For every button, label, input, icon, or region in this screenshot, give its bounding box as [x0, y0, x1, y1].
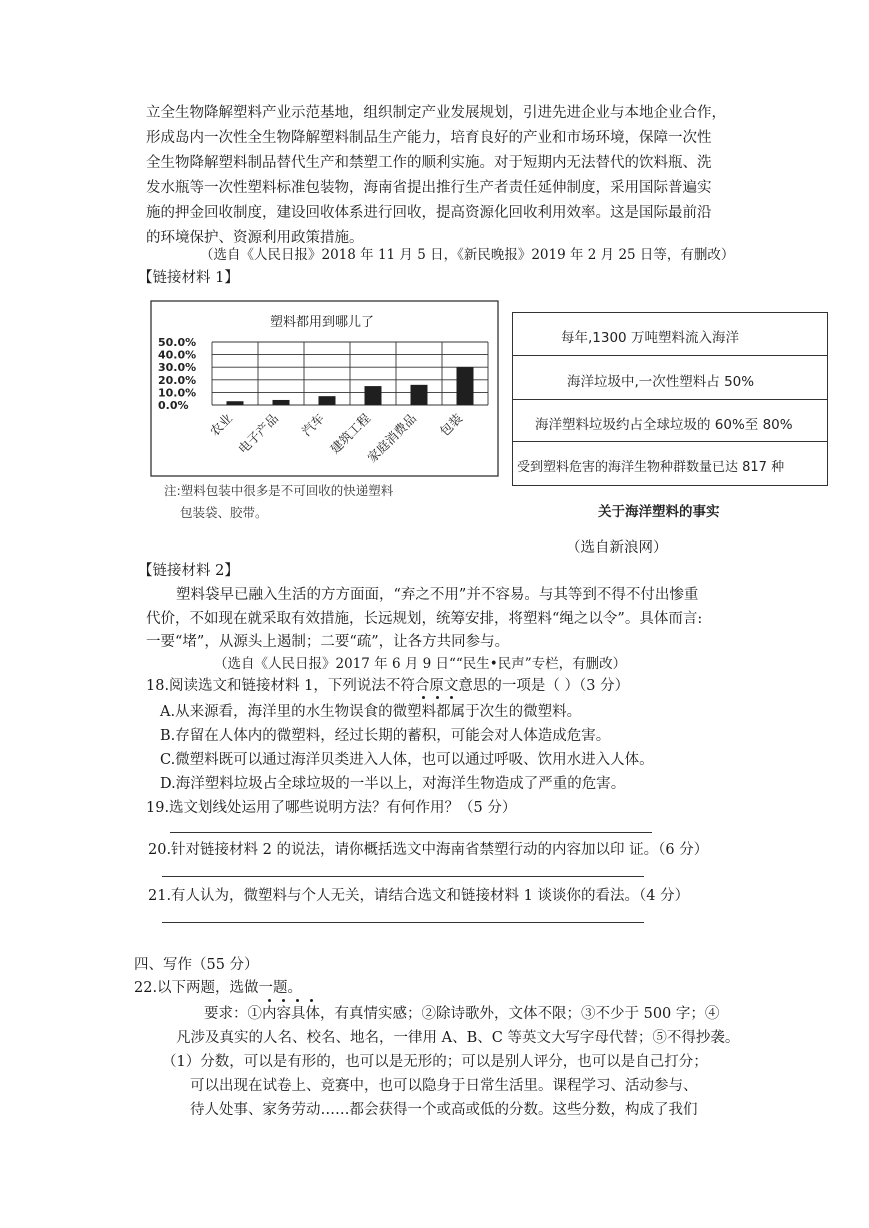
q22-stem: 22.以下两题，选做一题。	[134, 980, 303, 996]
answer-line[interactable]	[162, 922, 644, 923]
chart-note-line1: 注:塑料包装中很多是不可回收的快递塑料	[164, 483, 394, 498]
material2-line: 一要“堵”，从源头上遏制；二要“疏”，让各方共同参与。	[146, 634, 510, 650]
material2-line: 塑料袋早已融入生活的方方面面，“弃之不用”并不容易。与其等到不得不付出惨重	[176, 587, 699, 603]
q21-stem: 21.有人认为，微塑料与个人无关，请结合选文和链接材料 1 谈谈你的看法。（4 分）	[148, 888, 690, 904]
chart-note-line2: 包装袋、胶带。	[180, 505, 268, 520]
bar-农业	[227, 401, 244, 405]
facts-divider	[513, 441, 827, 442]
chart-canvas	[150, 296, 500, 526]
fact-item: 每年,1300 万吨塑料流入海洋	[561, 330, 739, 346]
writing-requirement-line: 凡涉及真实的人名、校名、地名，一律用 A、B、C 等英文大写字母代替；⑤不得抄袭。	[176, 1030, 740, 1046]
material1-source: （选自新浪网）	[566, 540, 668, 556]
bar-汽车	[319, 396, 336, 405]
emphasis-dot	[450, 696, 453, 699]
q18-option-a: A.从来源看，海洋里的水生物误食的微塑料都属于次生的微塑料。	[160, 704, 582, 720]
material2-heading: 【链接材料 2】	[138, 563, 239, 579]
material1-heading: 【链接材料 1】	[138, 270, 239, 286]
answer-line[interactable]	[170, 832, 652, 833]
y-tick-label: 0.0%	[158, 399, 189, 412]
plastic-usage-chart	[150, 296, 500, 526]
fact-item: 海洋垃圾中,一次性塑料占 50%	[567, 374, 755, 390]
facts-divider	[513, 399, 827, 400]
ocean-plastic-facts	[512, 312, 828, 486]
emphasis-dot	[268, 999, 271, 1002]
q18-stem: 18.阅读选文和链接材料 1，下列说法不符合原文意思的一项是（ ）（3 分）	[146, 678, 630, 694]
x-tick-label: 农业	[206, 410, 236, 439]
q18-option-c: C.微塑料既可以通过海洋贝类进入人体，也可以通过呼吸、饮用水进入人体。	[160, 752, 654, 768]
passage-line: 形成岛内一次性全生物降解塑料制品生产能力，培育良好的产业和市场环境，保障一次性	[146, 130, 712, 146]
passage-line: 立全生物降解塑料产业示范基地，组织制定产业发展规划，引进先进企业与本地企业合作，	[146, 105, 726, 121]
x-tick-label: 电子产品	[235, 410, 282, 457]
prompt1-line: （1）分数，可以是有形的，也可以是无形的；可以是别人评分，也可以是自己打分；	[162, 1054, 708, 1070]
facts-divider	[513, 355, 827, 356]
y-tick-label: 10.0%	[158, 386, 197, 400]
writing-requirement-line: 要求：①内容具体，有真情实感；②除诗歌外，文体不限；③不少于 500 字；④	[204, 1006, 720, 1022]
bar-建筑工程	[365, 386, 382, 405]
prompt1-line: 可以出现在试卷上、竞赛中，也可以隐身于日常生活里。课程学习、活动参与、	[190, 1078, 698, 1094]
facts-caption: 关于海洋塑料的事实	[598, 504, 720, 520]
y-tick-label: 20.0%	[158, 373, 197, 387]
y-tick-label: 50.0%	[158, 336, 197, 349]
emphasis-dot	[436, 696, 439, 699]
emphasis-dot	[282, 999, 285, 1002]
q19-stem: 19.选文划线处运用了哪些说明方法？有何作用？（5 分）	[146, 800, 517, 816]
answer-line[interactable]	[162, 876, 644, 877]
q20-stem: 20.针对链接材料 2 的说法，请你概括选文中海南省禁塑行动的内容加以印 证。（6 分）	[148, 842, 709, 858]
passage-line: 的环境保护、资源利用政策措施。	[146, 230, 364, 246]
prompt1-line: 待人处事、家务劳动……都会获得一个或高或低的分数。这些分数，构成了我们	[190, 1102, 698, 1118]
fact-item: 海洋塑料垃圾约占全球垃圾的 60%至 80%	[535, 417, 793, 433]
bar-包装	[457, 367, 474, 405]
fact-item: 受到塑料危害的海洋生物种群数量已达 817 种	[517, 460, 785, 475]
bar-电子产品	[273, 400, 290, 405]
x-tick-label: 家庭消费品	[364, 410, 420, 466]
emphasis-dot	[310, 999, 313, 1002]
material2-source: （选自《人民日报》2017 年 6 月 9 日““民生•民声”专栏，有删改）	[214, 656, 627, 672]
y-tick-label: 30.0%	[158, 361, 197, 375]
emphasis-dot	[422, 696, 425, 699]
q18-option-d: D.海洋塑料垃圾占全球垃圾的一半以上，对海洋生物造成了严重的危害。	[160, 776, 626, 792]
material2-line: 代价，不如现在就采取有效措施，长远规划，统筹安排，将塑料“绳之以令”。具体而言:	[146, 611, 703, 627]
q18-option-b: B.存留在人体内的微塑料，经过长期的蓄积，可能会对人体造成危害。	[160, 728, 611, 744]
chart-title: 塑料都用到哪儿了	[270, 315, 375, 330]
passage-line: 全生物降解塑料制品替代生产和禁塑工作的顺利实施。对于短期内无法替代的饮料瓶、洗	[146, 155, 712, 171]
passage-source: （选自《人民日报》2018 年 11 月 5 日，《新民晚报》2019 年 2 月 25 日等，有删改）	[200, 247, 735, 263]
bar-家庭消费品	[411, 385, 428, 405]
x-tick-label: 包装	[436, 410, 466, 439]
emphasis-dot	[296, 999, 299, 1002]
y-tick-label: 40.0%	[158, 348, 197, 362]
passage-line: 施的押金回收制度，建设回收体系进行回收，提高资源化回收利用效率。这是国际最前沿	[146, 205, 712, 221]
writing-section-title: 四、写作（55 分）	[134, 957, 259, 973]
x-tick-label: 建筑工程	[327, 410, 374, 457]
x-tick-label: 汽车	[298, 410, 328, 439]
passage-line: 发水瓶等一次性塑料标准包装物，海南省提出推行生产者责任延伸制度，采用国际普遍实	[146, 180, 712, 196]
